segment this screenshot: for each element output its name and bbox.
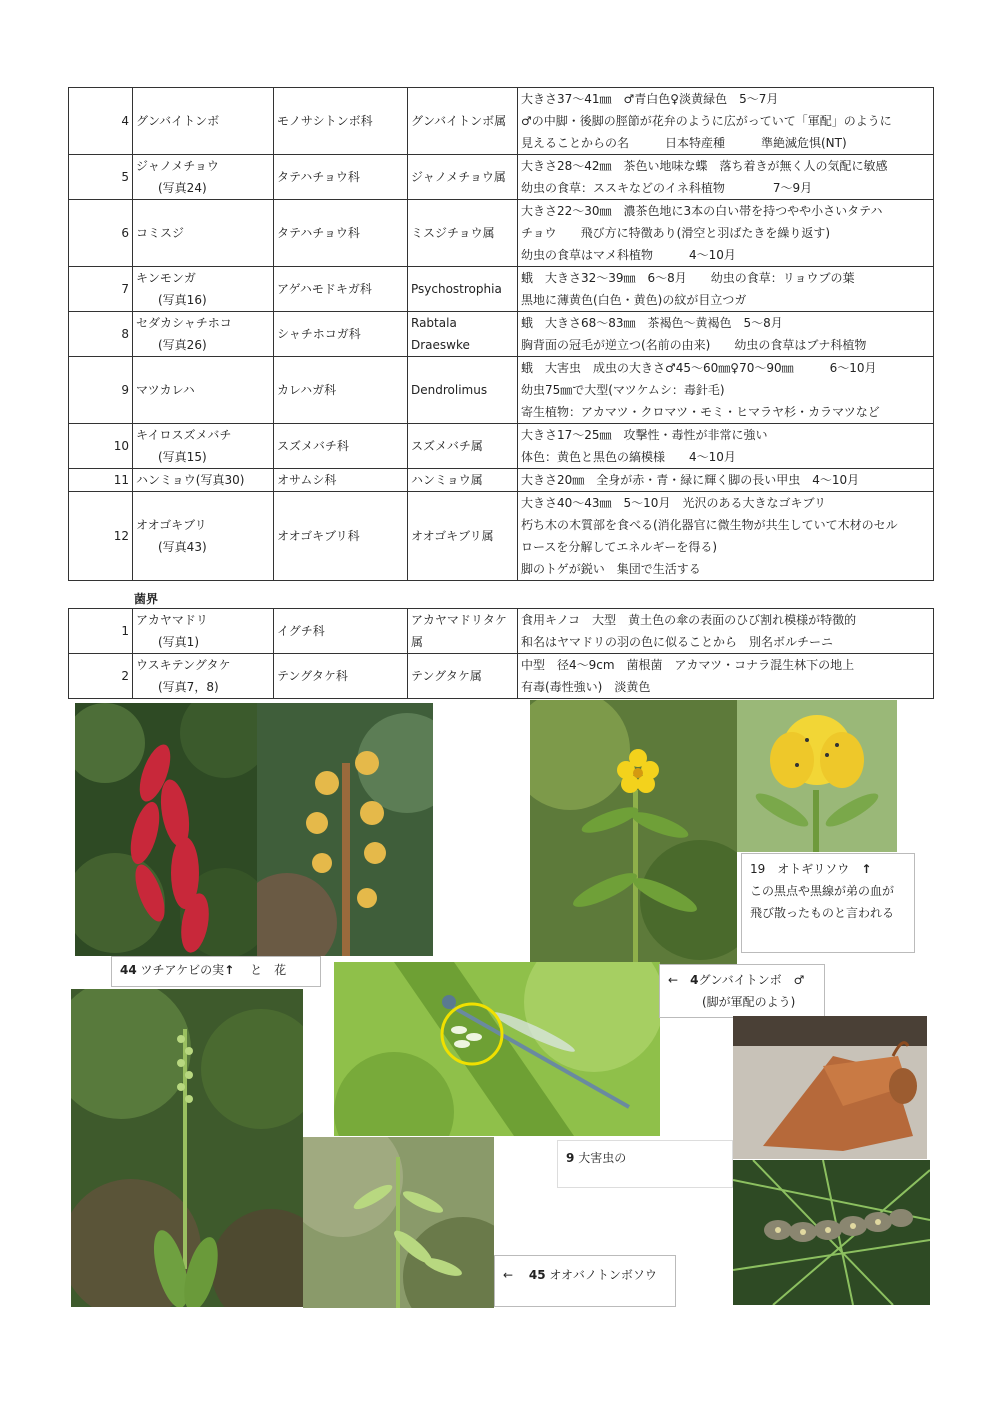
tsuchiakebi-flower-photo bbox=[257, 703, 433, 956]
photo-ref: (写真26) bbox=[158, 338, 207, 352]
row-number: 7 bbox=[69, 267, 133, 312]
description-cell bbox=[518, 492, 934, 581]
description-line: 有毒(毒性強い) 淡黄色 bbox=[521, 680, 651, 694]
tsuchiakebi-rest: と 花 bbox=[250, 963, 287, 977]
genus-cell: Dendrolimus bbox=[408, 357, 518, 424]
genus-line: Draeswke bbox=[411, 338, 470, 352]
photo-ref: (写真7，8) bbox=[158, 680, 219, 694]
row-number: 6 bbox=[69, 200, 133, 267]
description-line: 朽ち木の木質部を食べる(消化器官に微生物が共生していて木材のセル bbox=[521, 518, 898, 532]
description-line: 蛾 大害虫 成虫の大きさ♂45〜60㎜♀70〜90㎜ 6〜10月 bbox=[521, 361, 877, 375]
genus-cell: スズメバチ属 bbox=[408, 424, 518, 469]
row-number: 4 bbox=[69, 88, 133, 155]
otogiriso-number: 19 bbox=[750, 862, 766, 876]
fungi-table bbox=[68, 608, 934, 699]
species-name: ハンミョウ(写真30) bbox=[136, 473, 245, 487]
description-line: 大きさ17〜25㎜ 攻撃性・毒性が非常に強い bbox=[521, 428, 768, 442]
description-line: 大きさ22〜30㎜ 濃茶色地に3本の白い帯を持つやや小さいタテハ bbox=[521, 204, 883, 218]
row-number: 1 bbox=[69, 609, 133, 654]
description-line: 幼虫75㎜で大型(マツケムシ：毒針毛) bbox=[521, 383, 725, 397]
description-line: 見えることからの名 日本特産種 準絶滅危惧(NT) bbox=[521, 136, 847, 150]
genus-cell: ハンミョウ属 bbox=[408, 469, 518, 492]
family-cell: アゲハモドキガ科 bbox=[274, 267, 408, 312]
species-name-cell bbox=[133, 654, 274, 699]
description-line: 大きさ20㎜ 全身が赤・青・緑に輝く脚の長い甲虫 4〜10月 bbox=[521, 473, 860, 487]
description-line: 中型 径4〜9cm 菌根菌 アカマツ・コナラ混生林下の地上 bbox=[521, 658, 855, 672]
species-name-cell bbox=[133, 424, 274, 469]
oobano-tonbosou-caption bbox=[494, 1255, 676, 1307]
description-cell bbox=[518, 424, 934, 469]
species-name: キンモンガ bbox=[136, 271, 196, 285]
description-cell bbox=[518, 88, 934, 155]
family-cell: タテハチョウ科 bbox=[274, 155, 408, 200]
species-name-cell bbox=[133, 492, 274, 581]
oobano-title: オオバノトンボソウ bbox=[549, 1268, 657, 1282]
genus-cell: グンバイトンボ属 bbox=[408, 88, 518, 155]
genus-cell: ジャノメチョウ属 bbox=[408, 155, 518, 200]
description-line: ♂の中脚・後脚の脛節が花弁のように広がっていて「軍配」のように bbox=[521, 114, 892, 128]
species-name: ジャノメチョウ bbox=[136, 159, 219, 173]
row-number: 9 bbox=[69, 357, 133, 424]
genus-line: 属 bbox=[411, 635, 424, 649]
species-name-cell bbox=[133, 312, 274, 357]
fungi-heading: 菌界 bbox=[134, 592, 159, 606]
row-number: 10 bbox=[69, 424, 133, 469]
table-row bbox=[69, 267, 934, 312]
otogiriso-caption bbox=[741, 853, 915, 953]
species-name-cell bbox=[133, 609, 274, 654]
description-cell bbox=[518, 609, 934, 654]
tsuchiakebi-title: ツチアケビの実 bbox=[140, 963, 225, 977]
description-line: チョウ 飛び方に特徴あり(滑空と羽ばたきを繰り返す) bbox=[521, 226, 831, 240]
species-name: アカヤマドリ bbox=[136, 613, 208, 627]
tsuchiakebi-number: 44 bbox=[120, 963, 137, 977]
species-name: グンバイトンボ bbox=[136, 114, 220, 128]
genus-cell: ミスジチョウ属 bbox=[408, 200, 518, 267]
table-row bbox=[69, 469, 934, 492]
family-cell: スズメバチ科 bbox=[274, 424, 408, 469]
table-row bbox=[69, 357, 934, 424]
otogiriso-line1: この黒点や黒線が弟の血が bbox=[750, 884, 895, 898]
otogiriso-plant-photo bbox=[530, 700, 737, 964]
species-name: キイロスズメバチ bbox=[136, 428, 232, 442]
matsukareha-text: 大害虫の bbox=[578, 1151, 627, 1165]
family-cell: モノサシトンボ科 bbox=[274, 88, 408, 155]
description-cell bbox=[518, 357, 934, 424]
left-arrow-icon: ← bbox=[668, 973, 679, 987]
row-number: 5 bbox=[69, 155, 133, 200]
description-cell bbox=[518, 312, 934, 357]
family-cell: テングタケ科 bbox=[274, 654, 408, 699]
species-name-cell bbox=[133, 267, 274, 312]
family-cell: オオゴキブリ科 bbox=[274, 492, 408, 581]
description-cell bbox=[518, 469, 934, 492]
species-name-cell bbox=[133, 469, 274, 492]
description-line: 黒地に薄黄色(白色・黄色)の紋が目立つガ bbox=[521, 293, 747, 307]
genus-cell bbox=[408, 609, 518, 654]
table-row bbox=[69, 492, 934, 581]
genus-cell: テングタケ属 bbox=[408, 654, 518, 699]
matsukareha-moth-photo bbox=[733, 1016, 927, 1159]
genus-line: アカヤマドリタケ bbox=[411, 613, 507, 627]
description-line: 蛾 大きさ32〜39㎜ 6〜8月 幼虫の食草：リョウブの葉 bbox=[521, 271, 855, 285]
description-line: 胸背面の冠毛が逆立つ(名前の由来) 幼虫の食草はブナ科植物 bbox=[521, 338, 867, 352]
photo-ref: (写真24) bbox=[158, 181, 207, 195]
description-line: 寄生植物：アカマツ・クロマツ・モミ・ヒマラヤ杉・カラマツなど bbox=[521, 405, 880, 419]
description-cell bbox=[518, 654, 934, 699]
description-line: ロースを分解してエネルギーを得る) bbox=[521, 540, 718, 554]
genus-cell: オオゴキブリ属 bbox=[408, 492, 518, 581]
gunbai-tonbo-caption bbox=[659, 964, 825, 1018]
row-number: 8 bbox=[69, 312, 133, 357]
insect-table bbox=[68, 87, 934, 581]
tsuchiakebi-caption bbox=[111, 956, 321, 987]
description-line: 脚のトゲが鋭い 集団で生活する bbox=[521, 562, 701, 576]
genus-cell: Psychostrophia bbox=[408, 267, 518, 312]
genus-cell bbox=[408, 312, 518, 357]
family-cell: シャチホコガ科 bbox=[274, 312, 408, 357]
matsukareha-number: 9 bbox=[566, 1151, 575, 1165]
species-name-cell bbox=[133, 357, 274, 424]
table-row bbox=[69, 424, 934, 469]
photo-ref: (写真1) bbox=[158, 635, 199, 649]
species-name: ウスキテングタケ bbox=[136, 658, 231, 672]
family-cell: イグチ科 bbox=[274, 609, 408, 654]
description-line: 大きさ37〜41㎜ ♂青白色♀淡黄緑色 5〜7月 bbox=[521, 92, 779, 106]
matsukareha-caption bbox=[557, 1140, 733, 1188]
up-arrow-icon: ↑ bbox=[861, 862, 872, 876]
description-line: 大きさ40〜43㎜ 5〜10月 光沢のある大きなゴキブリ bbox=[521, 496, 826, 510]
species-name: コミスジ bbox=[136, 226, 185, 240]
table-row bbox=[69, 312, 934, 357]
family-cell: タテハチョウ科 bbox=[274, 200, 408, 267]
matsukemushi-caterpillar-photo bbox=[733, 1160, 930, 1305]
otogiriso-title: オトギリソウ bbox=[777, 862, 850, 876]
gunbai-title: グンバイトンボ bbox=[698, 973, 782, 987]
up-arrow-icon: ↑ bbox=[224, 963, 235, 977]
description-cell bbox=[518, 155, 934, 200]
description-line: 幼虫の食草：ススキなどのイネ科植物 7〜9月 bbox=[521, 181, 813, 195]
description-line: 食用キノコ 大型 黄土色の傘の表面のひび割れ模様が特徴的 bbox=[521, 613, 857, 627]
family-cell: オサムシ科 bbox=[274, 469, 408, 492]
oobano-number: 45 bbox=[528, 1268, 546, 1282]
male-icon: ♂ bbox=[793, 973, 805, 987]
gunbai-number: 4 bbox=[690, 973, 699, 987]
description-line: 蛾 大きさ68〜83㎜ 茶褐色〜黄褐色 5〜8月 bbox=[521, 316, 783, 330]
species-name: セダカシャチホコ bbox=[136, 316, 232, 330]
species-name-cell bbox=[133, 200, 274, 267]
otogiriso-flower-photo bbox=[737, 700, 897, 852]
otogiriso-line2: 飛び散ったものと言われる bbox=[750, 906, 895, 920]
gunbai-line2: (脚が軍配のよう) bbox=[702, 995, 796, 1009]
gunbai-tonbo-photo bbox=[334, 962, 660, 1136]
oobano-tonbosou-plant-photo bbox=[71, 989, 303, 1307]
photo-ref: (写真43) bbox=[158, 540, 207, 554]
description-cell bbox=[518, 267, 934, 312]
oobano-tonbosou-flower-photo bbox=[303, 1137, 494, 1308]
row-number: 11 bbox=[69, 469, 133, 492]
species-name: オオゴキブリ bbox=[136, 518, 207, 532]
table-row bbox=[69, 88, 934, 155]
row-number: 12 bbox=[69, 492, 133, 581]
species-name-cell bbox=[133, 155, 274, 200]
genus-line: Rabtala bbox=[411, 316, 457, 330]
description-line: 体色：黄色と黒色の縞模様 4〜10月 bbox=[521, 450, 736, 464]
table-row bbox=[69, 200, 934, 267]
row-number: 2 bbox=[69, 654, 133, 699]
description-line: 大きさ28〜42㎜ 茶色い地味な蝶 落ち着きが無く人の気配に敏感 bbox=[521, 159, 888, 173]
table-row bbox=[69, 609, 934, 654]
species-name: マツカレハ bbox=[136, 383, 195, 397]
tsuchiakebi-fruit-photo bbox=[75, 703, 257, 956]
photo-ref: (写真15) bbox=[158, 450, 207, 464]
table-row bbox=[69, 654, 934, 699]
left-arrow-icon: ← bbox=[503, 1268, 514, 1282]
species-name-cell bbox=[133, 88, 274, 155]
family-cell: カレハガ科 bbox=[274, 357, 408, 424]
table-row bbox=[69, 155, 934, 200]
description-line: 幼虫の食草はマメ科植物 4〜10月 bbox=[521, 248, 736, 262]
description-cell bbox=[518, 200, 934, 267]
photo-ref: (写真16) bbox=[158, 293, 207, 307]
description-line: 和名はヤマドリの羽の色に似ることから 別名ボルチーニ bbox=[521, 635, 834, 649]
